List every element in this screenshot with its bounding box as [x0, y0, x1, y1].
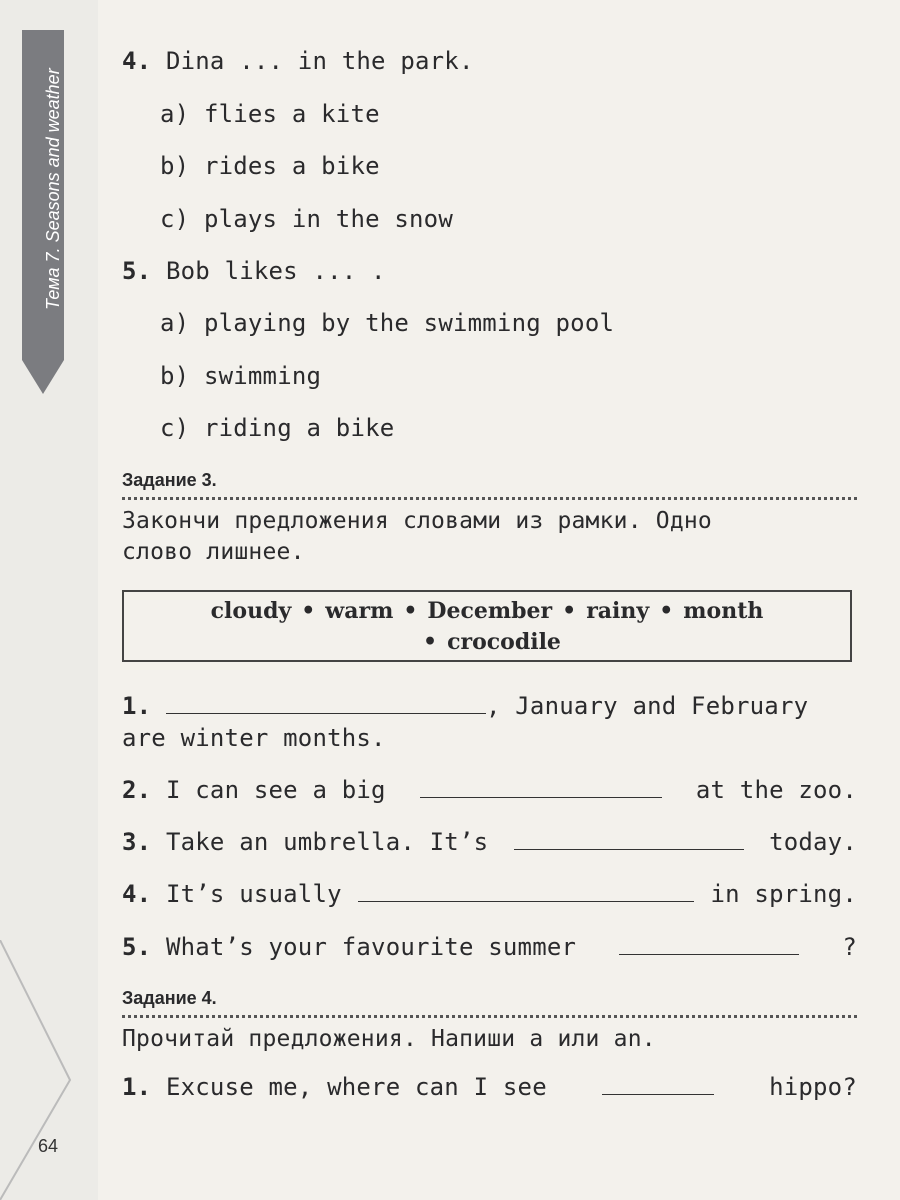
answer-blank[interactable] [619, 932, 799, 955]
question-number: 5. [122, 257, 152, 285]
task-3-heading: Задание 3. [122, 470, 857, 500]
word-cloudy: cloudy [210, 598, 292, 624]
exercise-item-1-line2: are winter months. [122, 724, 386, 752]
word-separator: • [562, 598, 577, 624]
option-5b: b) swimming [160, 362, 322, 390]
task-4-item-1: 1. Excuse me, where can I see hippo? [122, 1073, 857, 1101]
question-text: Dina ... in the park. [165, 47, 474, 75]
word-box [122, 590, 852, 662]
page-number: 64 [38, 1136, 59, 1156]
topic-label: Тема 7. Seasons and weather [43, 68, 63, 310]
option-4a: a) flies a kite [160, 100, 380, 128]
answer-blank[interactable] [514, 827, 744, 850]
word-separator: • [403, 598, 418, 624]
question-4 [122, 46, 857, 76]
word-month: month [683, 598, 764, 624]
exercise-item-5: 5. What’s your favourite summer ? [122, 933, 857, 961]
word-warm: warm [325, 598, 394, 624]
question-number: 4. [122, 47, 152, 75]
sidebar [0, 0, 98, 1200]
option-4c: c) plays in the snow [160, 205, 453, 233]
answer-blank[interactable] [420, 775, 662, 798]
word-separator: • [301, 598, 316, 624]
option-5a: a) playing by the swimming pool [160, 309, 615, 337]
exercise-item-2: 2. I can see a big at the zoo. [122, 776, 857, 804]
answer-blank[interactable] [602, 1072, 714, 1095]
word-rainy: rainy [586, 598, 650, 624]
option-4b: b) rides a bike [160, 152, 380, 180]
question-5 [122, 256, 857, 286]
question-text: Bob likes ... . [165, 257, 386, 285]
exercise-item-4: 4. It’s usually in spring. [122, 880, 857, 908]
exercise-item-1: 1. , January and February [122, 692, 809, 720]
word-december: December [427, 598, 553, 624]
answer-blank[interactable] [358, 879, 694, 902]
word-separator: • [659, 598, 674, 624]
word-separator: • [423, 629, 438, 655]
option-5c: c) riding a bike [160, 414, 395, 442]
task-4-instruction: Прочитай предложения. Напиши a или an. [122, 1026, 656, 1052]
exercise-item-3: 3. Take an umbrella. It’s today. [122, 828, 857, 856]
task-4-heading: Задание 4. [122, 988, 857, 1018]
page-decoration [0, 940, 80, 1200]
task-3-instruction-line1: Закончи предложения словами из рамки. Одно [122, 508, 712, 534]
answer-blank[interactable] [166, 691, 486, 714]
task-3-instruction-line2: слово лишнее. [122, 539, 305, 565]
word-crocodile: crocodile [447, 629, 561, 655]
